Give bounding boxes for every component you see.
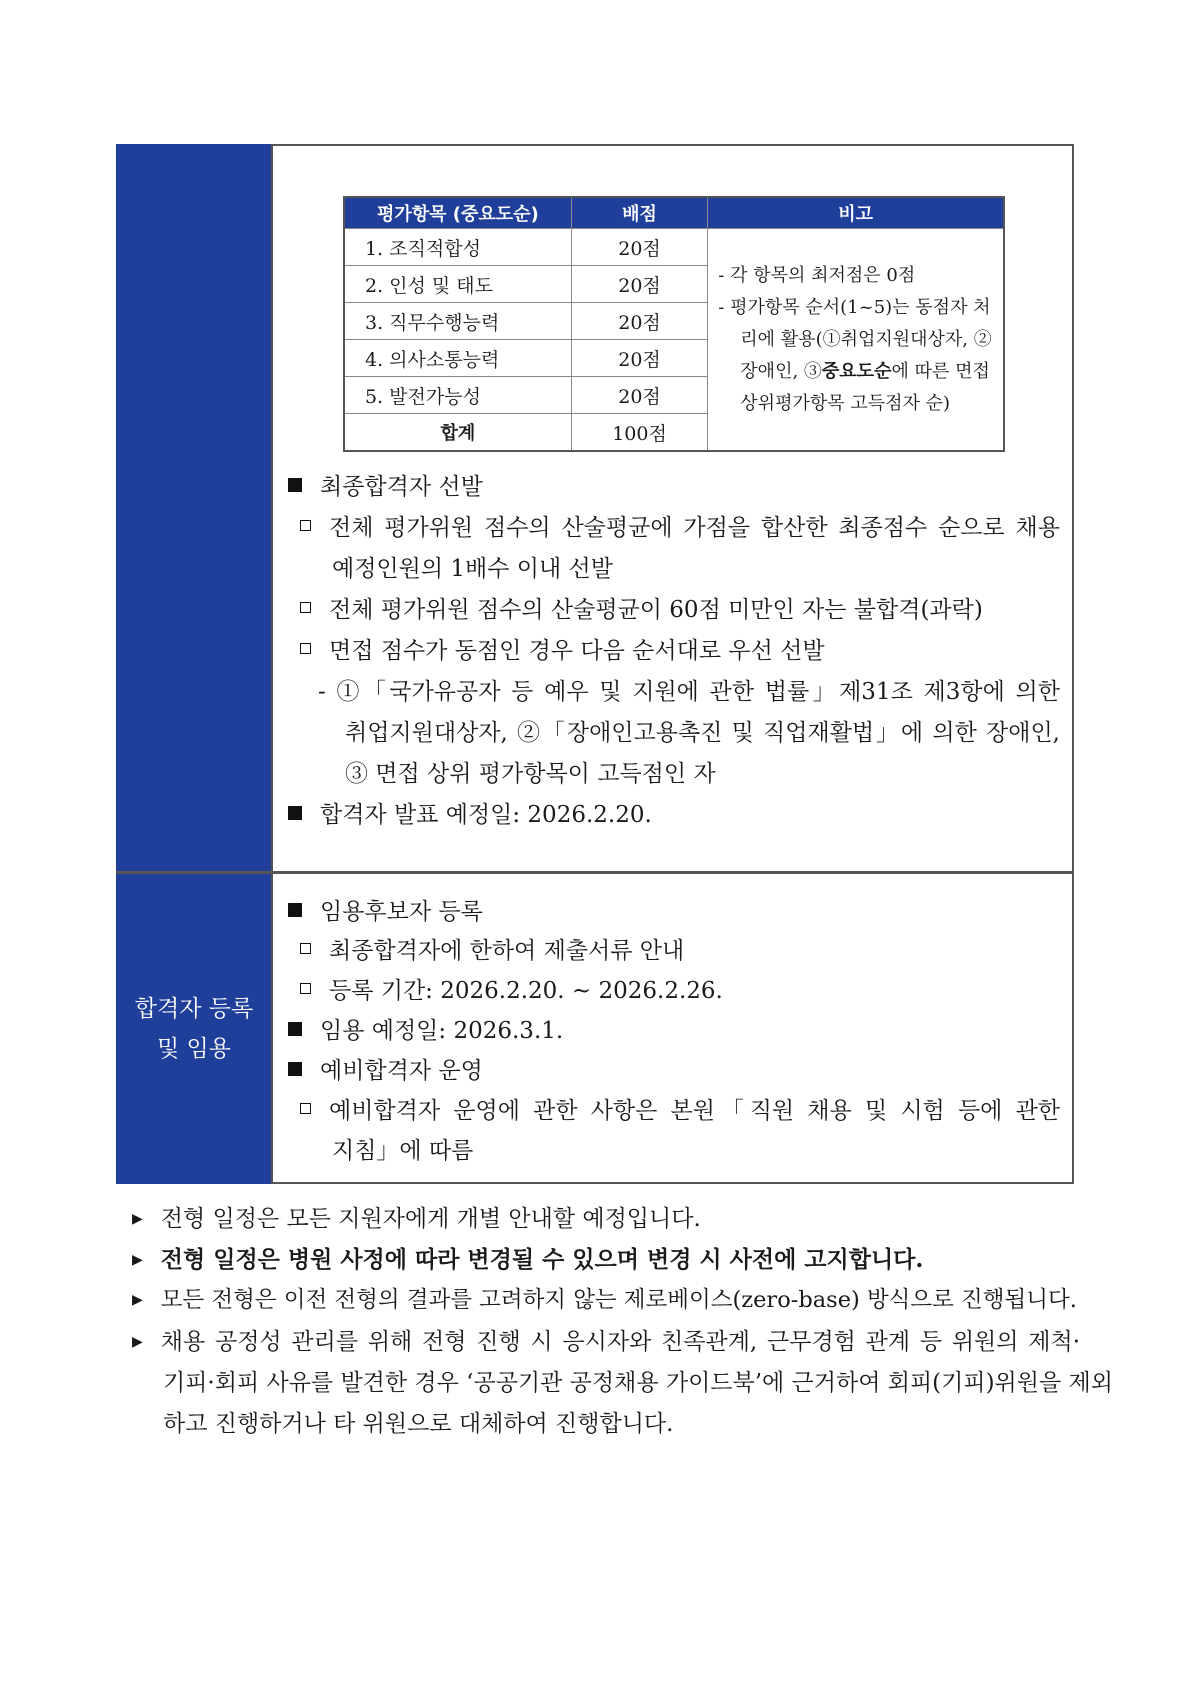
final-heading: [288, 468, 483, 501]
final-bullet-2: [300, 591, 983, 624]
note-tiebreak-text: - 평가항목 순서(1~5)는 동점자 처리에 활용(①취업지원대상자, ②장애인, ③: [718, 296, 992, 382]
header-score: 배점: [571, 197, 708, 229]
final-bullet-1: [300, 509, 1060, 542]
announce-date-text: 합격자 발표 예정일: 2026.2.20.: [320, 802, 652, 828]
hollow-square-icon: [300, 983, 311, 994]
row-divider: [116, 871, 1074, 874]
side-header-registration: [116, 874, 272, 1184]
side-label-line2: 및 임용: [157, 1036, 231, 1062]
note-tiebreak-end: 에 따른 면접 상위평가항목 고득점자 순): [740, 360, 990, 414]
note-4-text: 채용 공정성 관리를 위해 전형 진행 시 응시자와 친족관계, 근무경험 관계 등 위원의 제척·: [160, 1329, 1080, 1355]
header-item: 평가항목 (중요도순): [344, 197, 571, 229]
registration-period-text: 등록 기간: 2026.2.20. ~ 2026.2.26.: [329, 978, 723, 1004]
item-cell: 3. 직무수행능력: [344, 303, 571, 340]
triangle-bullet-icon: ▶: [132, 1211, 143, 1227]
appointment-date-text: 임용 예정일: 2026.3.1.: [320, 1018, 564, 1044]
reserve-bullet-text: 예비합격자 운영에 관한 사항은 본원「직원 채용 및 시험 등에 관한: [329, 1098, 1060, 1124]
final-bullet-1-cont: 예정인원의 1배수 이내 선발: [332, 556, 613, 582]
item-cell: 5. 발전가능성: [344, 377, 571, 414]
reserve-bullet: [300, 1092, 1060, 1125]
side-label-line1: 합격자 등록: [134, 996, 254, 1022]
registration-heading-text: 임용후보자 등록: [320, 899, 483, 925]
note-min-score: - 각 항목의 최저점은 0점: [718, 264, 916, 286]
note-4: [132, 1323, 1080, 1356]
final-bullet-1-text: 전체 평가위원 점수의 산술평균에 가점을 합산한 최종점수 순으로 채용: [329, 515, 1060, 541]
score-cell: 20점: [571, 303, 708, 340]
header-note: 비고: [708, 197, 1004, 229]
score-table: [343, 196, 1005, 452]
reserve-heading: [288, 1052, 483, 1085]
final-bullet-2-text: 전체 평가위원 점수의 산술평균이 60점 미만인 자는 불합격(과락): [329, 597, 983, 623]
table-row: [344, 229, 1004, 266]
tie-sub-1: - ①「국가유공자 등 예우 및 지원에 관한 법률」제31조 제3항에 의한: [318, 679, 1060, 705]
square-bullet-icon: [288, 806, 302, 820]
announce-date: [288, 796, 652, 829]
score-table-header: [344, 197, 1004, 229]
side-header-blank: [116, 144, 272, 872]
square-bullet-icon: [288, 1022, 302, 1036]
item-cell: 1. 조직적합성: [344, 229, 571, 266]
score-cell: 20점: [571, 377, 708, 414]
triangle-bullet-icon: ▶: [132, 1334, 143, 1350]
note-tiebreak-bold: 중요도순: [821, 360, 892, 382]
registration-bullet-1-text: 최종합격자에 한하여 제출서류 안내: [329, 938, 685, 964]
hollow-square-icon: [300, 943, 311, 954]
reserve-bullet-cont: 지침」에 따름: [332, 1138, 474, 1164]
triangle-bullet-icon: ▶: [132, 1292, 143, 1308]
hollow-square-icon: [300, 602, 311, 613]
note-4-cont-2: 하고 진행하거나 타 위원으로 대체하여 진행합니다.: [163, 1411, 674, 1437]
note-2-text: 전형 일정은 병원 사정에 따라 변경될 수 있으며 변경 시 사전에 고지합니다.: [160, 1246, 924, 1273]
note-3: [132, 1282, 1077, 1314]
total-label: 합계: [344, 414, 571, 452]
registration-bullet-1: [300, 932, 684, 965]
square-bullet-icon: [288, 478, 302, 492]
registration-period: [300, 972, 723, 1005]
item-cell: 2. 인성 및 태도: [344, 266, 571, 303]
hollow-square-icon: [300, 643, 311, 654]
note-3-text: 모든 전형은 이전 전형의 결과를 고려하지 않는 제로베이스(zero-base) 방식으로 진행됩니다.: [160, 1287, 1077, 1313]
square-bullet-icon: [288, 903, 302, 917]
triangle-bullet-icon: ▶: [132, 1252, 143, 1268]
final-heading-text: 최종합격자 선발: [320, 474, 483, 500]
note-4-cont-1: 기피·회피 사유를 발견한 경우 ‘공공기관 공정채용 가이드북’에 근거하여 회피(기피)위원을 제외: [163, 1370, 1113, 1396]
hollow-square-icon: [300, 520, 311, 531]
square-bullet-icon: [288, 1062, 302, 1076]
total-score: 100점: [571, 414, 708, 452]
hollow-square-icon: [300, 1103, 311, 1114]
final-bullet-3: [300, 632, 825, 665]
note-1-text: 전형 일정은 모든 지원자에게 개별 안내할 예정입니다.: [160, 1206, 701, 1232]
tie-sub-2: 취업지원대상자, ②「장애인고용촉진 및 직업재활법」에 의한 장애인,: [345, 720, 1060, 746]
item-cell: 4. 의사소통능력: [344, 340, 571, 377]
score-cell: 20점: [571, 229, 708, 266]
note-1: [132, 1200, 701, 1233]
reserve-heading-text: 예비합격자 운영: [320, 1058, 483, 1084]
note-tiebreak: [718, 292, 993, 420]
final-bullet-3-text: 면접 점수가 동점인 경우 다음 순서대로 우선 선발: [329, 638, 825, 664]
registration-heading: [288, 893, 483, 926]
score-cell: 20점: [571, 266, 708, 303]
appointment-date: [288, 1012, 563, 1045]
note-cell: [708, 229, 1004, 452]
note-2: [132, 1241, 923, 1274]
score-cell: 20점: [571, 340, 708, 377]
tie-sub-3: ③ 면접 상위 평가항목이 고득점인 자: [345, 761, 716, 787]
column-divider: [271, 144, 273, 1184]
